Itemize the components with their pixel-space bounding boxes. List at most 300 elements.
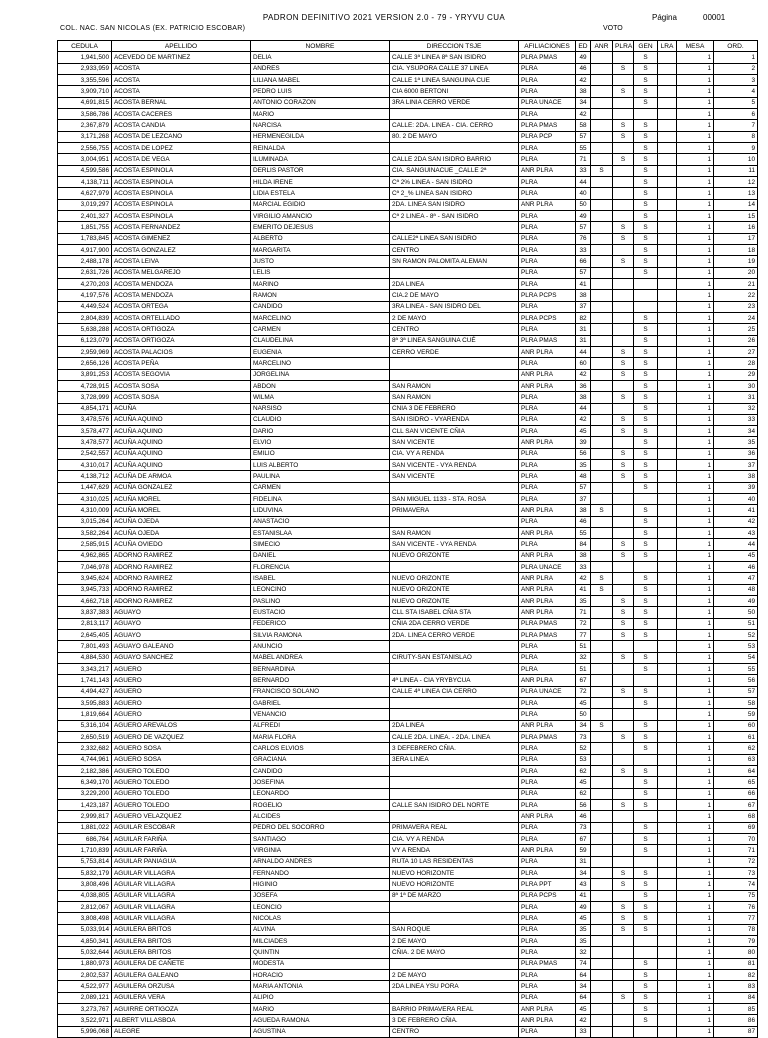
cell-ord: 80 bbox=[714, 947, 758, 958]
cell-gen: S bbox=[634, 131, 658, 142]
cell-nombre: JOSEFA bbox=[251, 890, 390, 901]
cell-cedula: 2,556,755 bbox=[58, 142, 112, 153]
cell-ord: 52 bbox=[714, 630, 758, 641]
cell-cedula: 1,819,664 bbox=[58, 709, 112, 720]
column-header-afiliaciones: AFILIACIONES bbox=[519, 41, 576, 52]
cell-lra bbox=[658, 471, 677, 482]
cell-apellido: AGUILAR VILLAGRA bbox=[112, 901, 251, 912]
cell-cedula: 4,962,865 bbox=[58, 550, 112, 561]
cell-gen bbox=[634, 278, 658, 289]
padron-table bbox=[57, 40, 758, 1038]
cell-cedula: 3,015,264 bbox=[58, 516, 112, 527]
cell-plra: S bbox=[613, 913, 634, 924]
table-row bbox=[58, 358, 758, 369]
cell-direccion: CERRO VERDE bbox=[390, 346, 519, 357]
cell-direccion: 2 DE MAYO bbox=[390, 312, 519, 323]
cell-anr bbox=[591, 550, 613, 561]
cell-plra: S bbox=[613, 154, 634, 165]
cell-mesa: 1 bbox=[677, 131, 714, 142]
cell-mesa: 1 bbox=[677, 494, 714, 505]
cell-lra bbox=[658, 86, 677, 97]
cell-nombre: AGUSTINA bbox=[251, 1026, 390, 1037]
table-row bbox=[58, 766, 758, 777]
cell-cedula: 3,808,498 bbox=[58, 913, 112, 924]
cell-ed: 41 bbox=[576, 584, 591, 595]
cell-ed: 57 bbox=[576, 267, 591, 278]
cell-lra bbox=[658, 74, 677, 85]
cell-gen: S bbox=[634, 992, 658, 1003]
cell-direccion: SN RAMON PALOMITA ALEMAN bbox=[390, 256, 519, 267]
table-row bbox=[58, 482, 758, 493]
cell-nombre: DELIA bbox=[251, 52, 390, 63]
cell-ord: 25 bbox=[714, 324, 758, 335]
cell-ord: 40 bbox=[714, 494, 758, 505]
cell-cedula: 3,945,733 bbox=[58, 584, 112, 595]
cell-cedula: 4,691,815 bbox=[58, 97, 112, 108]
cell-anr bbox=[591, 142, 613, 153]
cell-nombre: BERNARDO bbox=[251, 675, 390, 686]
cell-ord: 23 bbox=[714, 301, 758, 312]
cell-anr bbox=[591, 698, 613, 709]
cell-direccion: NUEVO ORIZONTE bbox=[390, 596, 519, 607]
cell-cedula: 4,270,203 bbox=[58, 278, 112, 289]
cell-afiliaciones: PLRA bbox=[519, 233, 576, 244]
cell-cedula: 5,032,644 bbox=[58, 947, 112, 958]
cell-cedula: 3,582,264 bbox=[58, 528, 112, 539]
cell-ed: 62 bbox=[576, 788, 591, 799]
table-row bbox=[58, 256, 758, 267]
table-row bbox=[58, 550, 758, 561]
cell-afiliaciones: PLRA bbox=[519, 494, 576, 505]
cell-direccion: SAN VICENTE - VYA RENDA bbox=[390, 460, 519, 471]
cell-cedula: 3,273,767 bbox=[58, 1003, 112, 1014]
cell-ed: 51 bbox=[576, 664, 591, 675]
cell-apellido: ALEGRE bbox=[112, 1026, 251, 1037]
cell-ord: 38 bbox=[714, 471, 758, 482]
cell-lra bbox=[658, 890, 677, 901]
cell-afiliaciones: PLRA bbox=[519, 833, 576, 844]
cell-afiliaciones: ANR PLRA bbox=[519, 596, 576, 607]
cell-gen: S bbox=[634, 698, 658, 709]
cell-direccion: CALLE: 2DA. LINEA - CIA. CERRO bbox=[390, 120, 519, 131]
cell-lra bbox=[658, 969, 677, 980]
cell-apellido: ACUÑA bbox=[112, 403, 251, 414]
cell-afiliaciones: PLRA UNACE bbox=[519, 686, 576, 697]
cell-anr bbox=[591, 437, 613, 448]
cell-cedula: 3,478,576 bbox=[58, 414, 112, 425]
cell-lra bbox=[658, 346, 677, 357]
cell-gen: S bbox=[634, 380, 658, 391]
cell-afiliaciones: PLRA bbox=[519, 799, 576, 810]
cell-direccion bbox=[390, 516, 519, 527]
cell-gen bbox=[634, 290, 658, 301]
cell-nombre: JOSEFINA bbox=[251, 777, 390, 788]
cell-anr bbox=[591, 777, 613, 788]
cell-direccion bbox=[390, 108, 519, 119]
cell-gen: S bbox=[634, 52, 658, 63]
cell-direccion: 2DA LINEA bbox=[390, 278, 519, 289]
cell-mesa: 1 bbox=[677, 935, 714, 946]
cell-plra: S bbox=[613, 120, 634, 131]
cell-plra: S bbox=[613, 414, 634, 425]
cell-apellido: ADORNO RAMIREZ bbox=[112, 550, 251, 561]
cell-direccion bbox=[390, 913, 519, 924]
cell-afiliaciones: PLRA bbox=[519, 709, 576, 720]
cell-lra bbox=[658, 924, 677, 935]
cell-anr bbox=[591, 822, 613, 833]
cell-anr bbox=[591, 958, 613, 969]
cell-plra: S bbox=[613, 607, 634, 618]
cell-anr bbox=[591, 233, 613, 244]
cell-anr bbox=[591, 539, 613, 550]
cell-plra: S bbox=[613, 426, 634, 437]
cell-afiliaciones: PLRA bbox=[519, 63, 576, 74]
cell-ord: 47 bbox=[714, 573, 758, 584]
cell-gen: S bbox=[634, 584, 658, 595]
cell-lra bbox=[658, 233, 677, 244]
cell-direccion: 3RA LINEA - SAN ISIDRO DEL bbox=[390, 301, 519, 312]
table-row bbox=[58, 890, 758, 901]
cell-lra bbox=[658, 528, 677, 539]
cell-direccion: CNIA 3 DE FEBRERO bbox=[390, 403, 519, 414]
cell-mesa: 1 bbox=[677, 86, 714, 97]
cell-direccion bbox=[390, 992, 519, 1003]
cell-mesa: 1 bbox=[677, 414, 714, 425]
cell-nombre: CARMEN bbox=[251, 324, 390, 335]
cell-plra bbox=[613, 1003, 634, 1014]
cell-anr: S bbox=[591, 573, 613, 584]
cell-cedula: 4,310,009 bbox=[58, 505, 112, 516]
cell-afiliaciones: PLRA bbox=[519, 777, 576, 788]
cell-gen: S bbox=[634, 1003, 658, 1014]
cell-gen bbox=[634, 935, 658, 946]
cell-cedula: 4,138,712 bbox=[58, 471, 112, 482]
cell-mesa: 1 bbox=[677, 222, 714, 233]
cell-mesa: 1 bbox=[677, 766, 714, 777]
cell-afiliaciones: PLRA PMAS bbox=[519, 732, 576, 743]
cell-gen: S bbox=[634, 766, 658, 777]
cell-ed: 59 bbox=[576, 845, 591, 856]
cell-direccion bbox=[390, 901, 519, 912]
cell-plra bbox=[613, 947, 634, 958]
cell-ed: 38 bbox=[576, 505, 591, 516]
cell-plra bbox=[613, 811, 634, 822]
cell-gen: S bbox=[634, 890, 658, 901]
cell-direccion: SAN VICENTE - VYA RENDA bbox=[390, 539, 519, 550]
cell-gen: S bbox=[634, 607, 658, 618]
cell-lra bbox=[658, 63, 677, 74]
cell-apellido: AGUILAR VILLAGRA bbox=[112, 890, 251, 901]
cell-nombre: ESTANISLAA bbox=[251, 528, 390, 539]
cell-apellido: ACUÑA OVIEDO bbox=[112, 539, 251, 550]
cell-mesa: 1 bbox=[677, 958, 714, 969]
cell-nombre: ABDON bbox=[251, 380, 390, 391]
table-row bbox=[58, 584, 758, 595]
cell-ed: 74 bbox=[576, 958, 591, 969]
cell-lra bbox=[658, 686, 677, 697]
cell-mesa: 1 bbox=[677, 165, 714, 176]
cell-gen: S bbox=[634, 256, 658, 267]
colegio-name: COL. NAC. SAN NICOLAS (EX. PATRICIO ESCOBAR) bbox=[60, 25, 246, 32]
table-row bbox=[58, 879, 758, 890]
cell-afiliaciones: ANR PLRA bbox=[519, 550, 576, 561]
cell-ord: 65 bbox=[714, 777, 758, 788]
cell-nombre: JORGELINA bbox=[251, 369, 390, 380]
cell-afiliaciones: PLRA PMAS bbox=[519, 618, 576, 629]
cell-lra bbox=[658, 1003, 677, 1014]
cell-plra bbox=[613, 720, 634, 731]
cell-ed: 45 bbox=[576, 913, 591, 924]
cell-apellido: AGUAYO GALEANO bbox=[112, 641, 251, 652]
column-header-apellido: APELLIDO bbox=[112, 41, 251, 52]
cell-plra: S bbox=[613, 686, 634, 697]
cell-ed: 46 bbox=[576, 811, 591, 822]
cell-mesa: 1 bbox=[677, 380, 714, 391]
table-row bbox=[58, 176, 758, 187]
table-row bbox=[58, 777, 758, 788]
cell-mesa: 1 bbox=[677, 833, 714, 844]
cell-apellido: AGUILAR VILLAGRA bbox=[112, 913, 251, 924]
cell-afiliaciones: PLRA bbox=[519, 641, 576, 652]
cell-afiliaciones: PLRA bbox=[519, 256, 576, 267]
table-row bbox=[58, 607, 758, 618]
cell-gen: S bbox=[634, 120, 658, 131]
table-row bbox=[58, 494, 758, 505]
cell-ord: 64 bbox=[714, 766, 758, 777]
cell-ord: 41 bbox=[714, 505, 758, 516]
cell-ed: 36 bbox=[576, 380, 591, 391]
cell-ord: 56 bbox=[714, 675, 758, 686]
cell-gen: S bbox=[634, 833, 658, 844]
cell-plra: S bbox=[613, 924, 634, 935]
table-row bbox=[58, 324, 758, 335]
cell-apellido: ACUÑA OJEDA bbox=[112, 528, 251, 539]
cell-direccion bbox=[390, 766, 519, 777]
cell-direccion: RUTA 10 LAS RESIDENTAS bbox=[390, 856, 519, 867]
table-row bbox=[58, 392, 758, 403]
cell-mesa: 1 bbox=[677, 301, 714, 312]
cell-cedula: 7,801,493 bbox=[58, 641, 112, 652]
table-row bbox=[58, 369, 758, 380]
cell-ed: 37 bbox=[576, 301, 591, 312]
cell-ed: 51 bbox=[576, 641, 591, 652]
cell-ed: 72 bbox=[576, 618, 591, 629]
cell-apellido: ACOSTA GIMENEZ bbox=[112, 233, 251, 244]
cell-cedula: 4,310,017 bbox=[58, 460, 112, 471]
cell-apellido: AGUERO TOLEDO bbox=[112, 788, 251, 799]
cell-afiliaciones: PLRA bbox=[519, 924, 576, 935]
cell-ed: 33 bbox=[576, 244, 591, 255]
cell-ord: 14 bbox=[714, 199, 758, 210]
cell-direccion bbox=[390, 811, 519, 822]
cell-anr bbox=[591, 86, 613, 97]
cell-nombre: MARIO bbox=[251, 1003, 390, 1014]
cell-direccion: SAN MIGUEL 1133 - STA. ROSA bbox=[390, 494, 519, 505]
cell-ord: 9 bbox=[714, 142, 758, 153]
cell-nombre: ANASTACIO bbox=[251, 516, 390, 527]
cell-cedula: 7,046,978 bbox=[58, 562, 112, 573]
cell-ord: 30 bbox=[714, 380, 758, 391]
cell-direccion: CIA. YSUPORA CALLE 37 LINEA bbox=[390, 63, 519, 74]
cell-direccion: CENTRO bbox=[390, 324, 519, 335]
cell-afiliaciones: PLRA PCPS bbox=[519, 312, 576, 323]
cell-afiliaciones: PLRA bbox=[519, 460, 576, 471]
cell-ed: 31 bbox=[576, 856, 591, 867]
cell-ed: 46 bbox=[576, 516, 591, 527]
table-row bbox=[58, 471, 758, 482]
cell-mesa: 1 bbox=[677, 267, 714, 278]
cell-cedula: 2,959,969 bbox=[58, 346, 112, 357]
table-row bbox=[58, 108, 758, 119]
cell-nombre: VIRGILIO AMANCIO bbox=[251, 210, 390, 221]
cell-afiliaciones: ANR PLRA bbox=[519, 346, 576, 357]
cell-lra bbox=[658, 652, 677, 663]
cell-apellido: AGUAYO bbox=[112, 630, 251, 641]
cell-direccion: SAN VICENTE bbox=[390, 471, 519, 482]
cell-cedula: 1,741,143 bbox=[58, 675, 112, 686]
cell-ed: 34 bbox=[576, 720, 591, 731]
cell-anr bbox=[591, 244, 613, 255]
table-row bbox=[58, 278, 758, 289]
cell-gen: S bbox=[634, 188, 658, 199]
cell-ed: 57 bbox=[576, 482, 591, 493]
cell-gen: S bbox=[634, 142, 658, 153]
cell-ed: 40 bbox=[576, 188, 591, 199]
cell-ord: 58 bbox=[714, 698, 758, 709]
cell-plra: S bbox=[613, 86, 634, 97]
table-row bbox=[58, 720, 758, 731]
cell-afiliaciones: PLRA PCPS bbox=[519, 890, 576, 901]
cell-plra bbox=[613, 176, 634, 187]
cell-afiliaciones: PLRA PMAS bbox=[519, 52, 576, 63]
cell-direccion: NUEVO ORIZONTE bbox=[390, 584, 519, 595]
cell-cedula: 2,812,067 bbox=[58, 901, 112, 912]
cell-ed: 64 bbox=[576, 969, 591, 980]
cell-lra bbox=[658, 108, 677, 119]
cell-mesa: 1 bbox=[677, 720, 714, 731]
cell-afiliaciones: PLRA bbox=[519, 754, 576, 765]
cell-ord: 27 bbox=[714, 346, 758, 357]
cell-mesa: 1 bbox=[677, 675, 714, 686]
cell-nombre: PASLINO bbox=[251, 596, 390, 607]
cell-apellido: ACUÑA AQUINO bbox=[112, 437, 251, 448]
cell-nombre: MARIO bbox=[251, 108, 390, 119]
cell-anr bbox=[591, 675, 613, 686]
cell-lra bbox=[658, 856, 677, 867]
cell-lra bbox=[658, 358, 677, 369]
cell-cedula: 2,999,817 bbox=[58, 811, 112, 822]
cell-afiliaciones: PLRA bbox=[519, 448, 576, 459]
cell-ed: 42 bbox=[576, 369, 591, 380]
table-row bbox=[58, 901, 758, 912]
cell-ed: 32 bbox=[576, 652, 591, 663]
cell-mesa: 1 bbox=[677, 539, 714, 550]
cell-apellido: AGUILAR FARIÑA bbox=[112, 845, 251, 856]
cell-apellido: ACOSTA ESPINOLA bbox=[112, 210, 251, 221]
cell-plra bbox=[613, 301, 634, 312]
table-row bbox=[58, 233, 758, 244]
cell-direccion bbox=[390, 641, 519, 652]
cell-cedula: 2,332,682 bbox=[58, 743, 112, 754]
cell-mesa: 1 bbox=[677, 550, 714, 561]
cell-anr bbox=[591, 176, 613, 187]
cell-plra: S bbox=[613, 596, 634, 607]
cell-ed: 35 bbox=[576, 596, 591, 607]
cell-lra bbox=[658, 799, 677, 810]
cell-anr bbox=[591, 743, 613, 754]
cell-lra bbox=[658, 913, 677, 924]
cell-direccion: 2DA LINEA bbox=[390, 720, 519, 731]
cell-lra bbox=[658, 947, 677, 958]
cell-ed: 35 bbox=[576, 460, 591, 471]
cell-nombre: CANDIDO bbox=[251, 301, 390, 312]
cell-ord: 63 bbox=[714, 754, 758, 765]
cell-afiliaciones: ANR PLRA bbox=[519, 584, 576, 595]
cell-mesa: 1 bbox=[677, 698, 714, 709]
cell-ord: 84 bbox=[714, 992, 758, 1003]
table-row bbox=[58, 833, 758, 844]
cell-afiliaciones: PLRA bbox=[519, 664, 576, 675]
cell-nombre: SANTIAGO bbox=[251, 833, 390, 844]
cell-ord: 45 bbox=[714, 550, 758, 561]
cell-anr bbox=[591, 766, 613, 777]
cell-ord: 81 bbox=[714, 958, 758, 969]
cell-apellido: ACOSTA ORTIGOZA bbox=[112, 324, 251, 335]
cell-anr bbox=[591, 414, 613, 425]
cell-lra bbox=[658, 811, 677, 822]
cell-afiliaciones: ANR PLRA bbox=[519, 1003, 576, 1014]
cell-apellido: ACOSTA PEÑA bbox=[112, 358, 251, 369]
cell-mesa: 1 bbox=[677, 799, 714, 810]
cell-mesa: 1 bbox=[677, 641, 714, 652]
cell-ord: 79 bbox=[714, 935, 758, 946]
cell-anr bbox=[591, 471, 613, 482]
cell-apellido: AGUERO bbox=[112, 675, 251, 686]
cell-direccion: 2DA. LINEA CERRO VERDE bbox=[390, 630, 519, 641]
table-row bbox=[58, 935, 758, 946]
table-row bbox=[58, 199, 758, 210]
cell-ord: 29 bbox=[714, 369, 758, 380]
cell-nombre: CLAUDIO bbox=[251, 414, 390, 425]
column-header-gen: GEN bbox=[634, 41, 658, 52]
cell-afiliaciones: PLRA bbox=[519, 154, 576, 165]
cell-ed: 42 bbox=[576, 414, 591, 425]
cell-afiliaciones: PLRA bbox=[519, 516, 576, 527]
cell-ord: 51 bbox=[714, 618, 758, 629]
cell-mesa: 1 bbox=[677, 176, 714, 187]
cell-nombre: FERNANDO bbox=[251, 867, 390, 878]
cell-gen: S bbox=[634, 822, 658, 833]
cell-anr bbox=[591, 448, 613, 459]
cell-nombre: FRANCISCO SOLANO bbox=[251, 686, 390, 697]
cell-cedula: 1,423,187 bbox=[58, 799, 112, 810]
cell-afiliaciones: PLRA bbox=[519, 222, 576, 233]
cell-lra bbox=[658, 516, 677, 527]
cell-apellido: ACOSTA bbox=[112, 86, 251, 97]
cell-nombre: BERNARDINA bbox=[251, 664, 390, 675]
table-row bbox=[58, 856, 758, 867]
cell-nombre: FIDELINA bbox=[251, 494, 390, 505]
cell-ord: 42 bbox=[714, 516, 758, 527]
cell-direccion: Cª 2 LINEA - 8ª - SAN ISIDRO bbox=[390, 210, 519, 221]
cell-gen: S bbox=[634, 618, 658, 629]
cell-anr bbox=[591, 188, 613, 199]
cell-direccion: CALLE SAN ISIDRO DEL NORTE bbox=[390, 799, 519, 810]
cell-nombre: LELIS bbox=[251, 267, 390, 278]
cell-direccion: 8ª 3ª LINEA SANGUINA CUÉ bbox=[390, 335, 519, 346]
cell-cedula: 2,631,726 bbox=[58, 267, 112, 278]
cell-apellido: ACOSTA bbox=[112, 63, 251, 74]
